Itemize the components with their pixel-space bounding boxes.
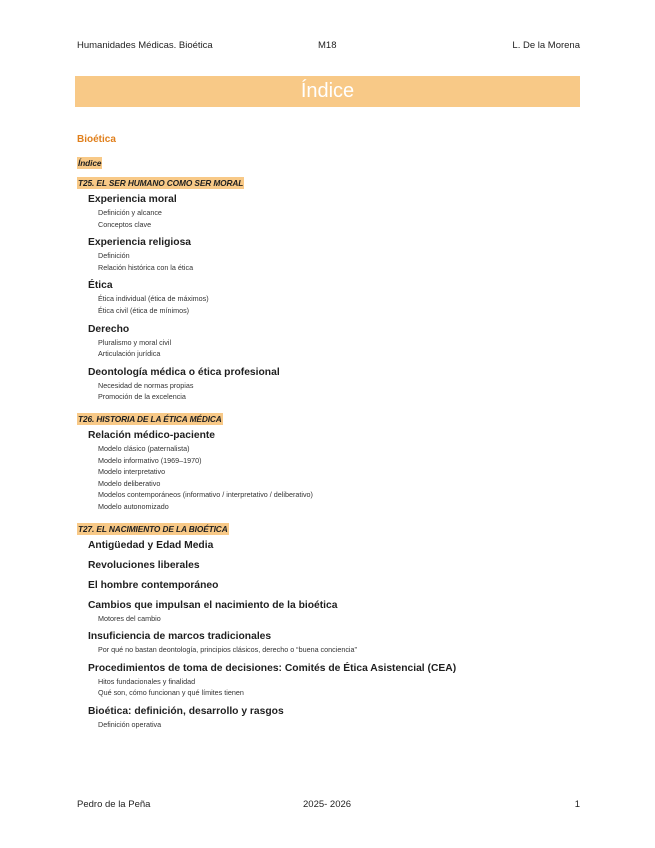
- header-module: M18: [318, 40, 337, 51]
- toc-section-title[interactable]: Experiencia moral: [88, 194, 177, 205]
- page-number: 1: [574, 799, 580, 810]
- toc-section-title[interactable]: Ética: [88, 280, 113, 292]
- toc-subsection[interactable]: Pluralismo y moral civil: [98, 337, 172, 347]
- toc-topic-heading[interactable]: T27. EL NACIMIENTO DE LA BIOÉTICA: [78, 523, 228, 534]
- toc-section-title[interactable]: Antigüedad y Edad Media: [88, 539, 214, 551]
- header-course: Humanidades Médicas. Bioética: [77, 40, 213, 51]
- toc-subsection[interactable]: Modelos contemporáneos (informativo / interpretativo / deliberativo): [98, 490, 313, 500]
- toc-subsection[interactable]: Definición y alcance: [98, 208, 162, 217]
- toc-section: [77, 705, 580, 737]
- toc-subsection[interactable]: Relación histórica con la ética: [98, 262, 194, 272]
- toc-section-title[interactable]: Deontología médica o ética profesional: [88, 366, 280, 378]
- toc-index-link[interactable]: Índice: [78, 158, 102, 168]
- toc-section-title[interactable]: Bioética: definición, desarrollo y rasgos: [88, 705, 284, 717]
- toc-subsection[interactable]: Motores del cambio: [98, 613, 161, 623]
- toc-subsection[interactable]: Qué son, cómo funcionan y qué límites tienen: [98, 688, 244, 698]
- toc-section-title[interactable]: Relación médico-paciente: [88, 429, 216, 441]
- toc-section-title[interactable]: Revoluciones liberales: [88, 559, 200, 571]
- title-banner: Índice: [75, 76, 580, 107]
- header-author: L. De la Morena: [512, 40, 580, 51]
- toc-section-title[interactable]: Procedimientos de toma de decisiones: Comités de Ética Asistencial (CEA): [88, 662, 457, 674]
- toc-section: [77, 366, 580, 409]
- toc-subsection[interactable]: Ética individual (ética de máximos): [98, 294, 209, 304]
- toc-subsection[interactable]: Ética civil (ética de mínimos): [98, 305, 190, 315]
- page-footer: [77, 799, 580, 813]
- footer-year: 2025- 2026: [303, 799, 352, 810]
- toc-subject[interactable]: Bioética: [77, 134, 116, 145]
- toc-section: [77, 279, 580, 322]
- toc-section: [77, 559, 580, 579]
- toc-section: [77, 579, 580, 599]
- toc-section: [77, 599, 580, 631]
- toc-section-title[interactable]: Insuficiencia de marcos tradicionales: [88, 631, 272, 643]
- toc-subsection[interactable]: Conceptos clave: [98, 219, 152, 229]
- toc-topics: [77, 173, 580, 736]
- toc-subsection[interactable]: Hitos fundacionales y finalidad: [98, 676, 196, 686]
- toc-subsection[interactable]: Definición operativa: [98, 719, 162, 729]
- toc-subsection[interactable]: Por qué no bastan deontología, principios clásicos, derecho o “buena conciencia”: [98, 645, 357, 655]
- table-of-contents: [77, 133, 580, 736]
- toc-subsection[interactable]: Modelo autonomizado: [98, 501, 169, 511]
- toc-subsection[interactable]: Definición: [98, 251, 130, 261]
- toc-section: [77, 630, 580, 662]
- toc-section-title[interactable]: Cambios que impulsan el nacimiento de la bioética: [88, 599, 338, 611]
- toc-section-title[interactable]: Experiencia religiosa: [88, 237, 192, 249]
- toc-section: [77, 323, 580, 366]
- toc-section-title[interactable]: El hombre contemporáneo: [88, 579, 219, 591]
- toc-subsection[interactable]: Modelo interpretativo: [98, 467, 166, 477]
- toc-subsection[interactable]: Modelo clásico (paternalista): [98, 443, 190, 453]
- footer-author: Pedro de la Peña: [77, 799, 151, 810]
- toc-section: [77, 236, 580, 279]
- toc-section: [77, 193, 580, 236]
- toc-subsection[interactable]: Modelo informativo (1969–1970): [98, 455, 202, 465]
- toc-section: [77, 662, 580, 705]
- toc-subsection[interactable]: Modelo deliberativo: [98, 478, 161, 488]
- toc-section: [77, 429, 580, 519]
- toc-topic-heading[interactable]: T25. EL SER HUMANO COMO SER MORAL: [78, 178, 244, 188]
- toc-topic-heading[interactable]: T26. HISTORIA DE LA ÉTICA MÉDICA: [78, 413, 222, 424]
- toc-subsection[interactable]: Articulación jurídica: [98, 349, 161, 359]
- toc-subsection[interactable]: Necesidad de normas propias: [98, 380, 194, 390]
- toc-section-title[interactable]: Derecho: [88, 323, 130, 335]
- toc-section: [77, 539, 580, 559]
- page-header: [77, 40, 580, 54]
- toc-subsection[interactable]: Promoción de la excelencia: [98, 392, 186, 402]
